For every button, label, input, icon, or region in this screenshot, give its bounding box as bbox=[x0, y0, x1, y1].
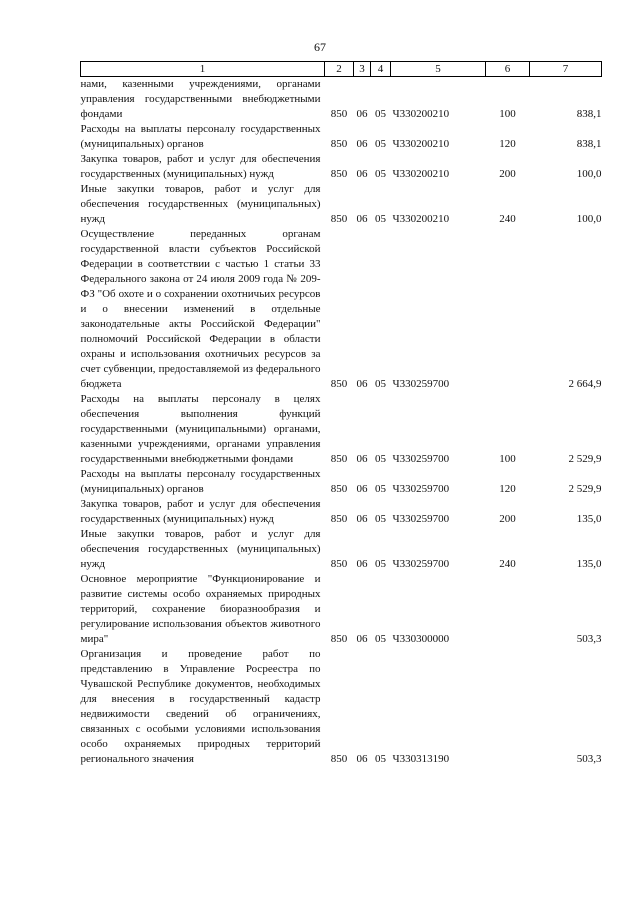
row-section: 06 bbox=[356, 138, 368, 150]
row-expense-type: 120 bbox=[499, 138, 516, 150]
row-amount: 838,1 bbox=[576, 108, 602, 120]
header-col-1: 1 bbox=[81, 62, 325, 77]
row-section: 06 bbox=[356, 633, 368, 645]
row-target-article: Ч330259700 bbox=[392, 513, 450, 525]
row-amount: 838,1 bbox=[576, 138, 602, 150]
row-admin-code: 850 bbox=[330, 483, 348, 495]
row-target-article: Ч330300000 bbox=[392, 633, 450, 645]
row-target-article: Ч330200210 bbox=[392, 168, 450, 180]
row-admin-code: 850 bbox=[330, 138, 348, 150]
row-admin-code: 850 bbox=[330, 753, 348, 765]
row-description: Закупка товаров, работ и услуг для обеспечения государственных (муниципальных) нужд bbox=[80, 498, 321, 525]
row-target-article: Ч330259700 bbox=[392, 378, 450, 390]
row-amount: 503,3 bbox=[576, 753, 602, 765]
row-subsection: 05 bbox=[375, 108, 386, 120]
header-col-4: 4 bbox=[371, 62, 391, 77]
table-row bbox=[81, 227, 602, 392]
row-description: Расходы на выплаты персоналу государственных (муниципальных) органов bbox=[80, 123, 321, 150]
row-description: Иные закупки товаров, работ и услуг для обеспечения государственных (муниципальных) нужд bbox=[80, 183, 321, 225]
row-section: 06 bbox=[356, 558, 368, 570]
row-section: 06 bbox=[356, 168, 368, 180]
row-description: Осуществление переданных органам государственной власти субъектов Российской Федерации в соответствии с частью 1 статьи 33 Федерального закона от 24 июля 2009 года № 209-ФЗ "Об охоте и о сохранении охотничьих ресурсов и о внесении изменений в отдельные законодательные акты Российской Федерации" полномочий Российской Федерации в области охраны и использования охотничьих ресурсов за счет субвенции, предоставляемой из федерального бюджета bbox=[80, 228, 321, 390]
row-expense-type bbox=[486, 572, 530, 647]
table-row bbox=[81, 392, 602, 467]
row-description: Организация и проведение работ по представлению в Управление Росреестра по Чувашской Республике документов, необходимых для внесения в государственный кадастр недвижимости сведений об ограничениях, связанных с особыми условиями использования особо охраняемых природных территорий регионального значения bbox=[80, 648, 321, 765]
row-admin-code: 850 bbox=[330, 168, 348, 180]
row-target-article: Ч330200210 bbox=[392, 108, 450, 120]
row-amount: 100,0 bbox=[576, 213, 602, 225]
table-row bbox=[81, 467, 602, 497]
row-target-article: Ч330259700 bbox=[392, 558, 450, 570]
row-expense-type: 100 bbox=[499, 453, 516, 465]
row-admin-code: 850 bbox=[330, 558, 348, 570]
row-subsection: 05 bbox=[375, 168, 386, 180]
row-subsection: 05 bbox=[375, 453, 386, 465]
row-section: 06 bbox=[356, 753, 368, 765]
table-row bbox=[81, 182, 602, 227]
row-target-article: Ч330200210 bbox=[392, 138, 450, 150]
row-section: 06 bbox=[356, 483, 368, 495]
header-col-2: 2 bbox=[325, 62, 354, 77]
row-section: 06 bbox=[356, 378, 368, 390]
table-row bbox=[81, 122, 602, 152]
row-section: 06 bbox=[356, 213, 368, 225]
table-body bbox=[81, 77, 602, 768]
table-row bbox=[81, 647, 602, 767]
header-col-6: 6 bbox=[486, 62, 530, 77]
row-target-article: Ч330313190 bbox=[392, 753, 450, 765]
row-description: Расходы на выплаты персоналу государственных (муниципальных) органов bbox=[80, 468, 321, 495]
budget-table bbox=[80, 61, 602, 767]
row-expense-type: 240 bbox=[499, 558, 516, 570]
row-subsection: 05 bbox=[375, 138, 386, 150]
table-row bbox=[81, 77, 602, 123]
row-admin-code: 850 bbox=[330, 108, 348, 120]
row-expense-type: 200 bbox=[499, 168, 516, 180]
row-expense-type: 120 bbox=[499, 483, 516, 495]
row-expense-type: 240 bbox=[499, 213, 516, 225]
row-target-article: Ч330259700 bbox=[392, 483, 450, 495]
row-expense-type: 100 bbox=[499, 108, 516, 120]
row-admin-code: 850 bbox=[330, 378, 348, 390]
row-description: нами, казенными учреждениями, органами управления государственными внебюджетными фондами bbox=[80, 78, 321, 120]
table-row bbox=[81, 527, 602, 572]
row-expense-type bbox=[486, 647, 530, 767]
row-expense-type: 200 bbox=[499, 513, 516, 525]
row-description: Расходы на выплаты персоналу в целях обеспечения выполнения функций государственными (муниципальными) органами, казенными учреждениями, органами управления государственными внебюджетными фондами bbox=[80, 393, 321, 465]
row-subsection: 05 bbox=[375, 213, 386, 225]
row-section: 06 bbox=[356, 453, 368, 465]
row-admin-code: 850 bbox=[330, 453, 348, 465]
row-amount: 2 664,9 bbox=[568, 378, 602, 390]
row-subsection: 05 bbox=[375, 633, 386, 645]
row-amount: 503,3 bbox=[576, 633, 602, 645]
table-header bbox=[81, 62, 602, 77]
row-amount: 135,0 bbox=[576, 558, 602, 570]
row-target-article: Ч330259700 bbox=[392, 453, 450, 465]
row-expense-type bbox=[486, 227, 530, 392]
row-subsection: 05 bbox=[375, 483, 386, 495]
row-subsection: 05 bbox=[375, 378, 386, 390]
row-amount: 2 529,9 bbox=[568, 453, 602, 465]
page-number: 67 bbox=[314, 40, 326, 54]
row-admin-code: 850 bbox=[330, 513, 348, 525]
row-description: Иные закупки товаров, работ и услуг для обеспечения государственных (муниципальных) нужд bbox=[80, 528, 321, 570]
row-amount: 100,0 bbox=[576, 168, 602, 180]
row-target-article: Ч330200210 bbox=[392, 213, 450, 225]
row-admin-code: 850 bbox=[330, 213, 348, 225]
row-section: 06 bbox=[356, 108, 368, 120]
row-subsection: 05 bbox=[375, 513, 386, 525]
table-row bbox=[81, 572, 602, 647]
row-amount: 2 529,9 bbox=[568, 483, 602, 495]
row-admin-code: 850 bbox=[330, 633, 348, 645]
header-col-3: 3 bbox=[354, 62, 371, 77]
row-subsection: 05 bbox=[375, 753, 386, 765]
row-description: Закупка товаров, работ и услуг для обеспечения государственных (муниципальных) нужд bbox=[80, 153, 321, 180]
row-section: 06 bbox=[356, 513, 368, 525]
row-subsection: 05 bbox=[375, 558, 386, 570]
table-row bbox=[81, 152, 602, 182]
row-description: Основное мероприятие "Функционирование и развитие системы особо охраняемых природных территорий, сохранение биоразнообразия и регулирование использования объектов животного мира" bbox=[80, 573, 321, 645]
header-col-5: 5 bbox=[391, 62, 486, 77]
header-col-7: 7 bbox=[530, 62, 602, 77]
table-row bbox=[81, 497, 602, 527]
row-amount: 135,0 bbox=[576, 513, 602, 525]
